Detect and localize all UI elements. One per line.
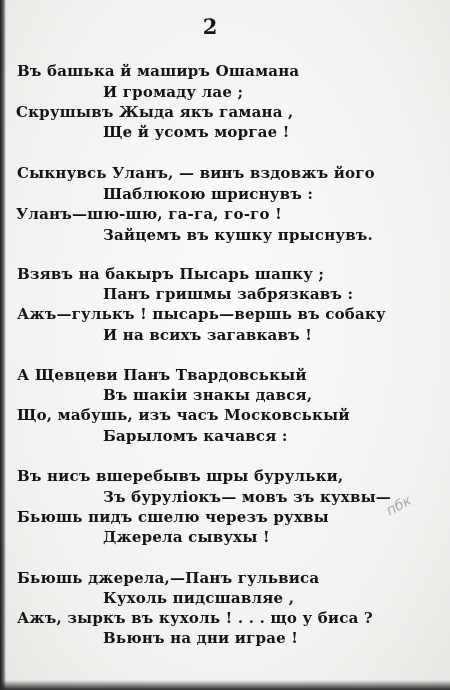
page-number: 2	[202, 14, 218, 39]
poem-line: Въ шакіи знакы дався,	[103, 386, 313, 404]
poem-line: Бьюшь пидъ сшелю черезъ рухвы	[17, 508, 329, 526]
poem-line: Въ нисъ вшеребывъ шры бурульки,	[17, 467, 344, 485]
poem-line: Ще й усомъ моргае !	[103, 123, 290, 141]
poem-line: Шаблюкою шриснувъ :	[103, 185, 314, 203]
poem-line: Кухоль пидсшавляе ,	[103, 589, 295, 607]
poem-line: А Щевцеви Панъ Твардовськый	[17, 366, 307, 384]
poem-line: Скрушывъ Жыда якъ гамана ,	[16, 103, 294, 121]
poem-line: Барыломъ качався :	[103, 427, 288, 445]
page-bottom-shadow	[0, 680, 450, 690]
poem-line: Джерела сывухы !	[103, 528, 270, 546]
poem-line: И на всихъ загавкавъ !	[103, 326, 312, 344]
pencil-margin-note: пбк	[383, 492, 415, 520]
poem-line: Що, мабушь, изъ часъ Московськый	[17, 406, 350, 424]
page-edge-shadow	[0, 0, 6, 690]
poem-line: Панъ гришмы забрязкавъ :	[103, 285, 354, 303]
poem-line: Ажъ, зыркъ въ кухоль ! . . . що у биса ?	[17, 609, 373, 627]
poem-line: Взявъ на бакыръ Пысарь шапку ;	[17, 265, 325, 283]
poem-line: Ажъ—гулькъ ! пысарь—вершь въ собаку	[17, 305, 386, 323]
poem-line: И громаду лае ;	[103, 83, 244, 101]
poem-line: Сыкнувсь Уланъ, — винъ вздовжъ його	[17, 164, 375, 182]
poem-line: Въ башька й маширъ Ошамана	[17, 62, 300, 80]
poem-line: Зъ бурулiокъ— мовъ зъ кухвы—	[103, 488, 392, 506]
poem-line: Вьюнъ на дни играе !	[103, 629, 299, 647]
poem-line: Уланъ—шю-шю, га-га, го-го !	[16, 205, 282, 223]
poem-line: Бьюшь джерела,—Панъ гульвиса	[17, 569, 320, 587]
poem-line: Зайцемъ въ кушку прыснувъ.	[103, 226, 373, 244]
